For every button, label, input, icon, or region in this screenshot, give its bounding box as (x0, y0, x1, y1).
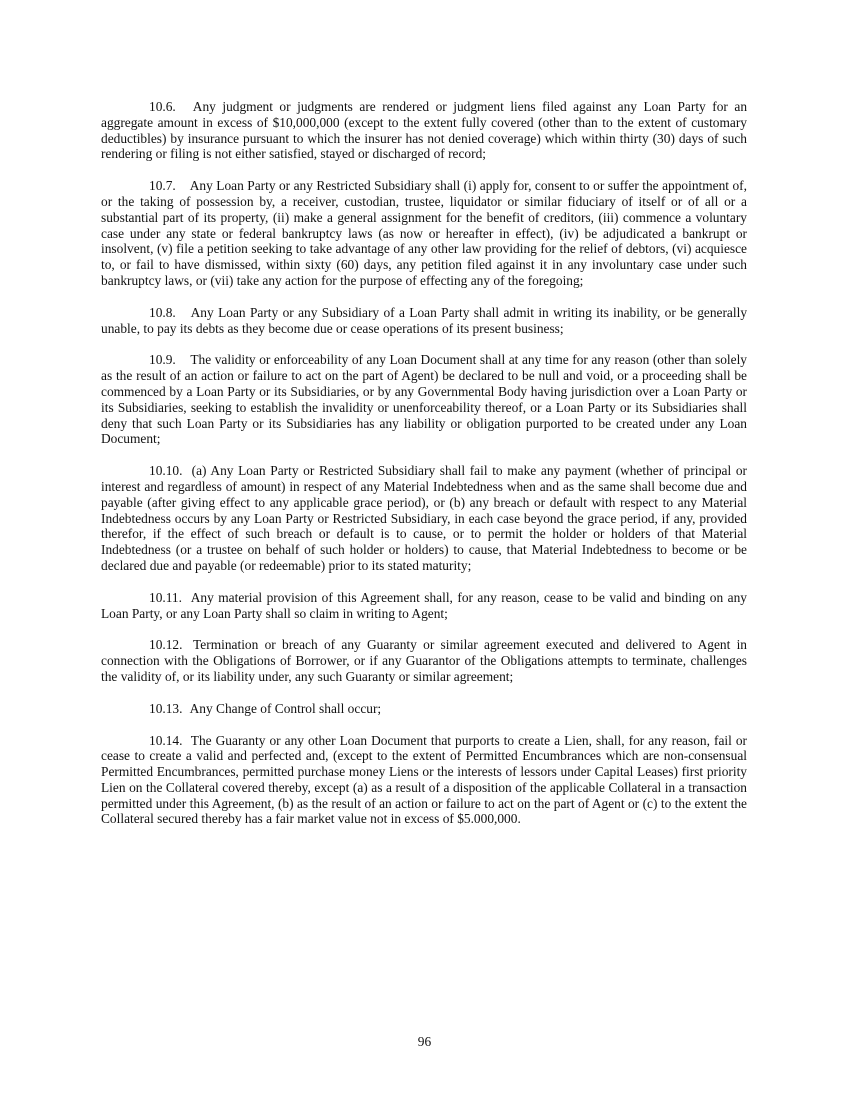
paragraph-10-10 (101, 463, 747, 574)
paragraph-text: (a) Any Loan Party or Restricted Subsidiary shall fail to make any payment (whether of principal or interest and regardless of amount) in respect of any Material Indebtedness when and as the same shall become due and payable (after giving effect to any applicable grace period), or (b) any breach or default with respect to any Material Indebtedness occurs by any Loan Party or Restricted Subsidiary, in each case beyond the grace period, if any, provided therefor, if the effect of such breach or default is to cause, or to permit the holder or holders of that Material Indebtedness (or a trustee on behalf of such holder or holders) to cause, that Material Indebtedness to become or be declared due and payable (or redeemable) prior to its stated maturity; (101, 463, 747, 573)
page-number: 96 (417, 1034, 432, 1049)
section-number: 10.14. (149, 732, 183, 748)
paragraph-10-8 (101, 305, 747, 337)
paragraph-text: Any Change of Control shall occur; (189, 700, 382, 716)
section-number: 10.8. (149, 304, 176, 320)
paragraph-10-6 (101, 99, 747, 162)
paragraph-text: Termination or breach of any Guaranty or similar agreement executed and delivered to Agent in connection with the Obligations of Borrower, or if any Guarantor of the Obligations attempts to terminate, challenges the validity of, or its liability under, any such Guaranty or similar agreement; (101, 637, 748, 684)
paragraph-text: Any material provision of this Agreement shall, for any reason, cease to be valid and binding on any Loan Party, or any Loan Party shall so claim in writing to Agent; (101, 589, 747, 621)
section-number: 10.9. (149, 352, 176, 368)
section-number: 10.12. (149, 637, 183, 653)
paragraph-10-14 (101, 733, 747, 828)
paragraph-text: The Guaranty or any other Loan Document that purports to create a Lien, shall, for any reason, fail or cease to create a valid and perfected and, (except to the extent of Permitted Encumbrances which are non-consensual Permitted Encumbrances, permitted purchase money Liens or the interests of lessors under Capital Leases) first priority Lien on the Collateral covered thereby, except (a) as a result of a disposition of the applicable Collateral in a transaction permitted under this Agreement, (b) as the result of an action or failure to act on the part of Agent or (c) to the extent the Collateral secured thereby has a fair market value not in excess of $5.000,000. (101, 732, 748, 827)
paragraph-10-13 (101, 701, 747, 717)
paragraph-10-9 (101, 352, 747, 447)
section-number: 10.10. (149, 463, 183, 479)
paragraph-text: Any judgment or judgments are rendered or judgment liens filed against any Loan Party for an aggregate amount in excess of $10,000,000 (except to the extent fully covered (other than to the extent of customary deductibles) by insurance pursuant to which the insurer has not denied coverage) which within thirty (30) days of such rendering or filing is not either satisfied, stayed or discharged of record; (101, 99, 748, 162)
paragraph-10-7 (101, 178, 747, 289)
section-number: 10.13. (149, 700, 183, 716)
paragraph-10-11 (101, 590, 747, 622)
section-number: 10.7. (149, 178, 176, 194)
paragraph-text: Any Loan Party or any Subsidiary of a Loan Party shall admit in writing its inability, or be generally unable, to pay its debts as they become due or cease operations of its present business; (101, 304, 748, 336)
section-number: 10.11. (149, 589, 182, 605)
paragraph-10-12 (101, 637, 747, 684)
paragraph-text: Any Loan Party or any Restricted Subsidiary shall (i) apply for, consent to or suffer the appointment of, or the taking of possession by, a receiver, custodian, trustee, liquidator or similar fiduciary of itself or of all or a substantial part of its property, (ii) make a general assignment for the benefit of creditors, (iii) commence a voluntary case under any state or federal bankruptcy laws (as now or hereafter in effect), (iv) be adjudicated a bankrupt or insolvent, (v) file a petition seeking to take advantage of any other law providing for the relief of debtors, (vi) acquiesce to, or fail to have dismissed, within sixty (60) days, any petition filed against it in any involuntary case under such bankruptcy laws, or (vii) take any action for the purpose of effecting any of the foregoing; (101, 178, 747, 288)
section-number: 10.6. (149, 99, 176, 114)
paragraph-text: The validity or enforceability of any Loan Document shall at any time for any reason (other than solely as the result of an action or failure to act on the part of Agent) be declared to be null and void, or a proceeding shall be commenced by a Loan Party or its Subsidiaries, or by any Governmental Body having jurisdiction over a Loan Party or its Subsidiaries, seeking to establish the invalidity or unenforceability thereof, or a Loan Party or its Subsidiaries shall deny that such Loan Party or its Subsidiaries has any liability or obligation purported to be created under any Loan Document; (101, 352, 747, 447)
document-body (101, 99, 747, 843)
